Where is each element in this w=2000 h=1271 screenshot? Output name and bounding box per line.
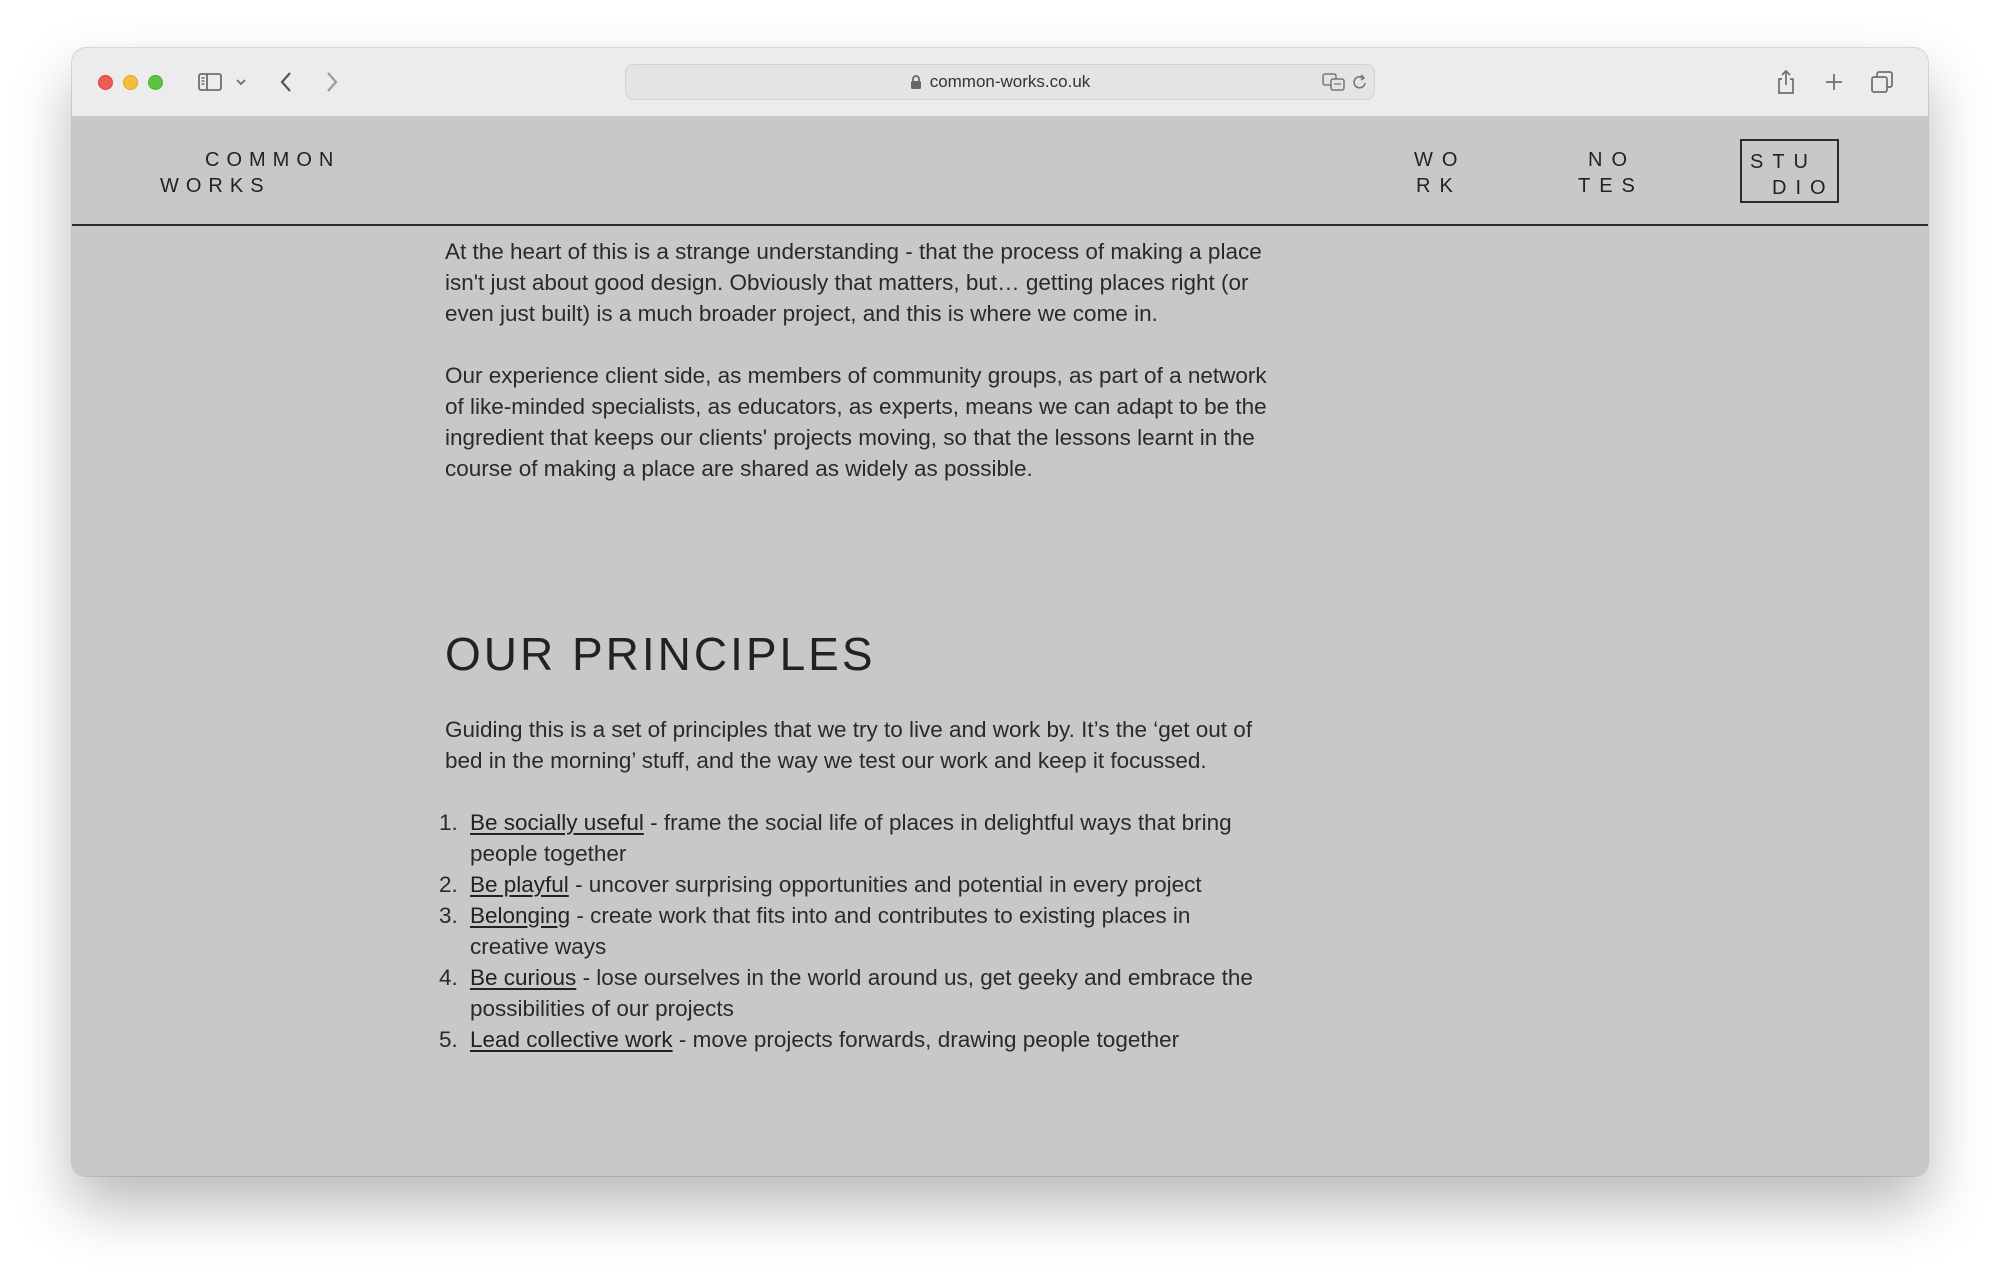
principle-text: - uncover surprising opportunities and potential in every project	[568, 872, 1202, 897]
principle-text: - lose ourselves in the world around us, get geeky and embrace the possibilities of our projects	[470, 965, 1253, 1021]
list-item	[439, 1024, 1275, 1055]
lock-icon	[910, 74, 922, 90]
nav-work-label-2: RK	[1416, 175, 1462, 197]
tab-overview-icon[interactable]	[1868, 68, 1896, 96]
principle-link[interactable]: Lead collective work	[470, 1027, 673, 1052]
back-arrow-icon[interactable]	[272, 68, 300, 96]
zoom-window-button[interactable]	[148, 75, 163, 90]
translate-icon[interactable]	[1322, 73, 1346, 91]
nav-work-link[interactable]	[1414, 147, 1466, 199]
nav-notes-link[interactable]	[1578, 147, 1644, 199]
list-number: 1.	[439, 810, 458, 835]
nav-studio-label-2: DIO	[1772, 177, 1835, 199]
experience-paragraph: Our experience client side, as members of community groups, as part of a network of like-minded specialists, as educators, as experts, means we can adapt to be the ingredient that keeps our clients' projects moving, so that the lessons learnt in the course of making a place are shared as widely as possible.	[445, 363, 1267, 481]
list-number: 2.	[439, 872, 458, 897]
principle-link[interactable]: Be playful	[470, 872, 569, 897]
browser-window	[72, 48, 1928, 1176]
list-item	[439, 869, 1275, 900]
logo-line-1: COMMON	[205, 149, 341, 171]
principle-link[interactable]: Belonging	[470, 903, 571, 928]
intro-paragraph: At the heart of this is a strange understanding - that the process of making a place isn't just about good design. Obviously that matters, but… getting places right (or even just built) is a much broader project, and this is where we come in.	[445, 239, 1262, 326]
principle-text: - create work that fits into and contributes to existing places in creative ways	[470, 903, 1191, 959]
address-url: common-works.co.uk	[929, 72, 1091, 91]
forward-arrow-icon[interactable]	[318, 68, 346, 96]
new-tab-plus-icon[interactable]	[1820, 68, 1848, 96]
nav-studio-label-1: STU	[1750, 151, 1817, 173]
list-number: 4.	[439, 965, 458, 990]
list-number: 3.	[439, 903, 458, 928]
minimize-window-button[interactable]	[123, 75, 138, 90]
list-item	[439, 962, 1275, 1024]
close-window-button[interactable]	[98, 75, 113, 90]
nav-studio-link-active[interactable]	[1740, 139, 1839, 203]
main-content	[439, 236, 1275, 1055]
list-item	[439, 900, 1275, 962]
list-item	[439, 807, 1275, 869]
sidebar-toggle-icon[interactable]	[196, 68, 224, 96]
principles-heading: OUR PRINCIPLES	[445, 628, 876, 680]
nav-notes-label-2: TES	[1578, 175, 1644, 197]
principle-link[interactable]: Be socially useful	[470, 810, 644, 835]
principles-list	[439, 807, 1275, 1055]
reload-icon[interactable]	[1352, 73, 1368, 91]
principle-link[interactable]: Be curious	[470, 965, 577, 990]
share-icon[interactable]	[1772, 68, 1800, 96]
chevron-down-icon[interactable]	[234, 68, 248, 96]
principle-text: - move projects forwards, drawing people together	[672, 1027, 1180, 1052]
site-logo-link[interactable]	[160, 147, 340, 199]
address-bar[interactable]	[625, 64, 1375, 100]
browser-toolbar	[72, 48, 1928, 117]
principle-text: - frame the social life of places in delightful ways that bring people together	[470, 810, 1232, 866]
principles-intro-paragraph: Guiding this is a set of principles that we try to live and work by. It’s the ‘get out of bed in the morning’ stuff, and the way we test our work and keep it focussed.	[445, 717, 1253, 773]
list-number: 5.	[439, 1027, 458, 1052]
nav-notes-label-1: NO	[1588, 149, 1636, 171]
logo-line-2: WORKS	[160, 175, 271, 197]
site-header	[72, 117, 1928, 226]
nav-work-label-1: WO	[1414, 149, 1467, 171]
